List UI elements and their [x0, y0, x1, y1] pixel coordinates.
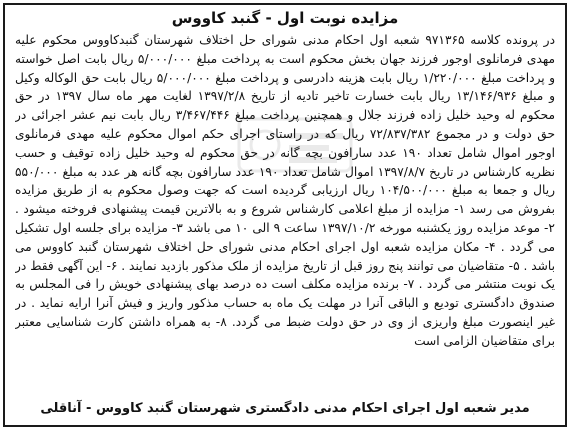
notice-title: مزایده نوبت اول - گنبد کاووس: [171, 9, 399, 27]
auction-notice: [3, 3, 567, 427]
notice-body: در پرونده کلاسه ۹۷۱۳۶۵ شعبه اول احکام مدنی شورای حل اختلاف شهرستان گنبدکاووس محکوم علیه مهدی فرمانلوی اوجور فرزند جهان بخش محکوم است به پرداخت مبلغ ۵/۰۰۰/۰۰۰ ریال بابت اصل خواسته و پرداخت مبلغ ۱/۲۲۰/۰۰۰ ریال بابت هزینه دادرسی و پرداخت مبلغ ۵/۰۰۰/۰۰۰ ریال بابت حق الوکاله وکیل و مبلغ ۱۳/۱۴۶/۹۳۶ ریال بابت خسارت تاخیر تادیه از تاریخ ۱۳۹۷/۲/۸ لغایت مهر ماه سال ۱۳۹۷ در حق محکوم له وحید خلیل زاده فرزند جلال و همچنین پرداخت مبلغ ۳/۴۶۷/۴۴۶ ریال بابت نیم عشر اجرائی در حق دولت و در مجموع ۷۲/۸۳۷/۳۸۲ ریال که در راستای اجرای حکم اموال محکوم علیه مهدی فرمانلوی اوجور اموال شامل تعداد ۱۹۰ عدد سارافون بچه گانه در حق محکوم له وحید خلیل زاده توقیف و حسب نظریه کارشناس در تاریخ ۱۳۹۷/۸/۷ اموال شامل تعداد ۱۹۰ عدد سارافون بچه گانه هر عدد به مبلغ ۵۵۰/۰۰۰ ریال و جمعا به مبلغ ۱۰۴/۵۰۰/۰۰۰ ریال ارزیابی گردیده است که جهت وصول محکوم به از طریق مزایده بفروش می رسد ۱- مزایده از مبلغ اعلامی کارشناس شروع و به بالاترین قیمت پیشنهادی فروخته میشود . ۲- موعد مزایده روز یکشنبه مورخه ۱۳۹۷/۱۰/۲ ساعت ۹ الی ۱۰ می باشد ۳- مزایده برای جلسه اول تشکیل می گردد . ۴- مکان مزایده شعبه اول اجرای احکام مدنی شورای حل اختلاف شهرستان گنبد کاووس می باشد . ۵- متقاضیان می توانند پنج روز قبل از تاریخ مزایده از ملک مذکور بازدید نمایند . ۶- این آگهی فقط در یک نوبت منتشر می گردد . ۷- برنده مزایده مکلف است ده درصد بهای پیشنهادی خویش را فی المجلس به صندوق دادگستری تودیع و الباقی آنرا در مهلت یک ماه به حساب مذکور واریز و فیش آنرا ارایه نماید . در غیر اینصورت مبلغ واریزی از وی در حق دولت ضبط می گردد. ۸- به همراه داشتن کارت شناسایی معتبر برای متقاضیان الزامی است: [15, 33, 555, 348]
notice-signature: مدیر شعبه اول اجرای احکام مدنی دادگستری شهرستان گنبد کاووس - آناقلی: [40, 401, 530, 416]
